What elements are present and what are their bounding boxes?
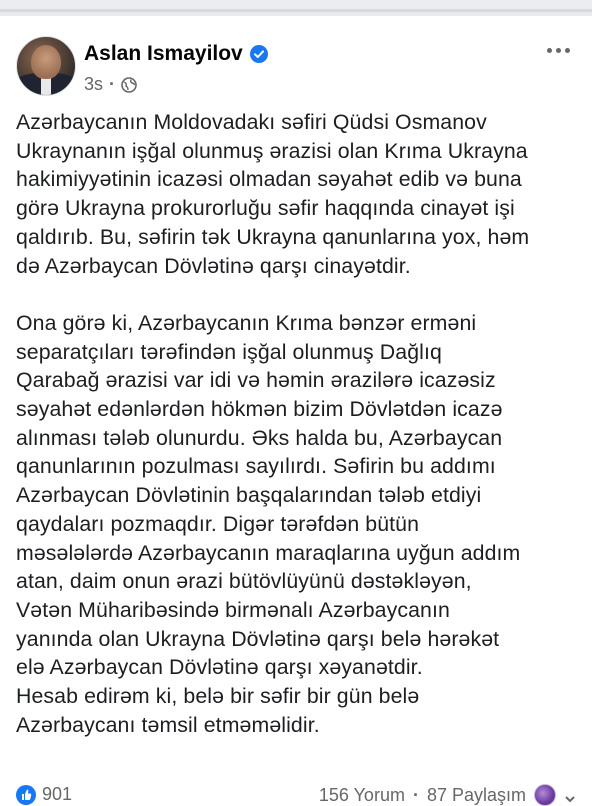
post-body [16, 108, 582, 739]
globe-icon [121, 77, 137, 93]
text-line: Vətən Müharibəsində birmənalı Azərbaycanın [16, 597, 450, 622]
post-meta [84, 74, 137, 95]
text-line: Hesab edirəm ki, belə bir səfir bir gün belə [16, 684, 420, 709]
text-line: məsələlərdə Azərbaycanın maraqlarına uyğun addım [16, 540, 521, 565]
author-avatar[interactable] [16, 36, 76, 96]
text-line: də Azərbaycan Dövlətinə qarşı cinayətdir. [16, 253, 411, 278]
share-count[interactable]: 87 Paylaşım [426, 784, 526, 805]
text-line: Azərbaycanın Moldovadakı səfiri Qüdsi Osmanov [16, 110, 487, 134]
post-footer [0, 780, 592, 806]
comment-count[interactable]: 156 Yorum [318, 784, 405, 805]
author-name-row [84, 42, 268, 66]
text-line: elə Azərbaycan Dövlətinə qarşı xəyanətdir. [16, 655, 423, 680]
text-line: atan, daim onun ərazi bütövlüyünü dəstəkləyən, [16, 569, 472, 594]
text-line: separatçıları tərəfindən işğal olunmuş Dağlıq [16, 339, 442, 364]
avatar-face [31, 45, 61, 79]
more-dot [556, 48, 561, 53]
text-line: Qarabağ ərazisi var idi və həmin ərazilərə icazəsiz [16, 368, 496, 393]
text-line: Azərbaycan Dövlətinin başqalarından tələb etdiyi [16, 483, 482, 508]
text-line: qanunlarının pozulması sayılırdı. Səfirin bu addımı [16, 454, 496, 479]
text-line: Ukraynanın işğal olunmuş ərazisi olan Krıma Ukrayna [16, 138, 528, 163]
paragraph-1 [16, 108, 582, 280]
more-options-icon[interactable] [540, 38, 576, 62]
meta-separator: · [109, 74, 116, 94]
text-line: Azərbaycanı təmsil etməməlidir. [16, 712, 320, 737]
text-line: qaldırıb. Bu, səfirin tək Ukrayna qanunlarına yox, həm [16, 224, 530, 249]
more-dot [565, 48, 570, 53]
reaction-count: 901 [42, 784, 73, 804]
post-time[interactable]: 3s [84, 74, 104, 94]
paragraph-2 [16, 309, 582, 740]
text-line: qaydaları pozmaqdır. Digər tərəfdən bütün [16, 511, 420, 536]
text-line: hakimiyyətinin icazəsi olmadan səyahət edib və buna [16, 167, 522, 192]
post-card [0, 16, 592, 806]
text-line: Ona görə ki, Azərbaycanın Krıma bənzər erməni [16, 310, 477, 335]
verified-badge-icon [250, 45, 268, 63]
text-line: alınması tələb olunurdu. Əks halda bu, Azərbaycan [16, 425, 503, 450]
divider [0, 9, 592, 12]
chevron-down-icon[interactable] [564, 789, 576, 801]
viewer-avatar[interactable] [534, 784, 556, 806]
previous-post-edge [0, 0, 592, 12]
engagement-counts [319, 784, 576, 806]
reaction-summary[interactable] [16, 784, 72, 805]
more-dot [547, 48, 552, 53]
count-separator: · [412, 784, 419, 805]
text-line: görə Ukrayna prokurorluğu səfir haqqında cinayət işi [16, 196, 515, 221]
text-line: səyahət edənlərdən hökmən bizim Dövlətdən icazə [16, 397, 503, 422]
like-reaction-icon [16, 785, 36, 805]
text-line: yanında olan Ukrayna Dövlətinə qarşı belə hərəkət [16, 626, 500, 651]
author-name[interactable]: Aslan Ismayilov [84, 42, 243, 65]
